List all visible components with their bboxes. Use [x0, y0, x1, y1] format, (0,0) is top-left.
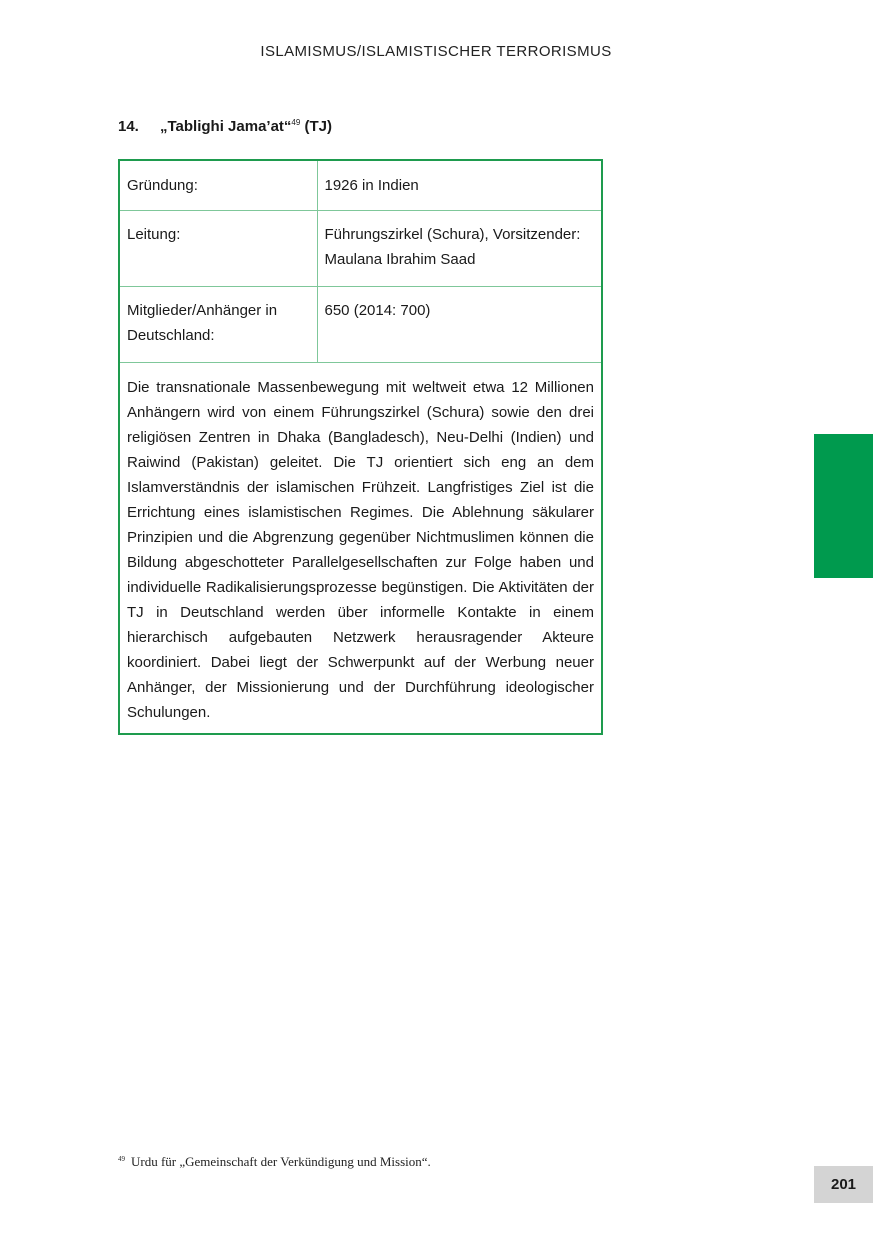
founding-value: 1926 in Indien	[317, 160, 602, 210]
footnote-text: Urdu für „Gemeinschaft der Verkündigung und Mission“.	[131, 1154, 431, 1169]
founding-label: Gründung:	[119, 160, 317, 210]
table-row-description	[119, 362, 602, 734]
members-label: Mitglieder/Anhänger in Deutschland:	[119, 286, 317, 362]
table-row-members	[119, 286, 602, 362]
description-text: Die transnationale Massenbewegung mit weltweit etwa 12 Millionen Anhängern wird von einem Führungszirkel (Schura) sowie den drei religiösen Zentren in Dhaka (Bangladesch), Neu-Delhi (Indien) und Raiwind (Pakistan) geleitet. Die TJ orientiert sich eng an dem Islamverständnis der islamischen Frühzeit. Langfristiges Ziel ist die Errichtung eines islamistischen Regimes. Die Ablehnung säkularer Prinzipien und die Abgrenzung gegenüber Nichtmuslimen können die Bildung abgeschotteter Parallelgesellschaften zur Folge haben und individuelle Radikalisierungsprozesse begünstigen. Die Aktivitäten der TJ in Deutschland werden über informelle Kontakte in einem hierarchisch aufgebauten Netzwerk herausragender Akteure koordiniert. Dabei liegt der Schwerpunkt auf der Werbung neuer Anhänger, der Missionierung und der Durchführung ideologischer Schulungen.	[119, 362, 602, 734]
footnote-reference[interactable]: 49	[291, 118, 301, 127]
organization-profile-table	[118, 159, 603, 735]
members-value: 650 (2014: 700)	[317, 286, 602, 362]
page-number: 201	[814, 1166, 873, 1203]
table-row-leadership	[119, 210, 602, 286]
table-row-founding	[119, 160, 602, 210]
chapter-marker-tab	[814, 434, 873, 578]
section-heading	[118, 118, 332, 135]
running-header: ISLAMISMUS/ISLAMISTISCHER TERRORISMUS	[260, 43, 612, 60]
footnote	[118, 1154, 431, 1170]
footnote-number: 49	[118, 1155, 125, 1163]
section-number: 14.	[118, 118, 139, 135]
section-title-text: „Tablighi Jama’at“	[160, 118, 292, 135]
leadership-label: Leitung:	[119, 210, 317, 286]
section-abbreviation: (TJ)	[304, 118, 332, 135]
leadership-value: Führungszirkel (Schura), Vorsitzender: Maulana Ibrahim Saad	[317, 210, 602, 286]
